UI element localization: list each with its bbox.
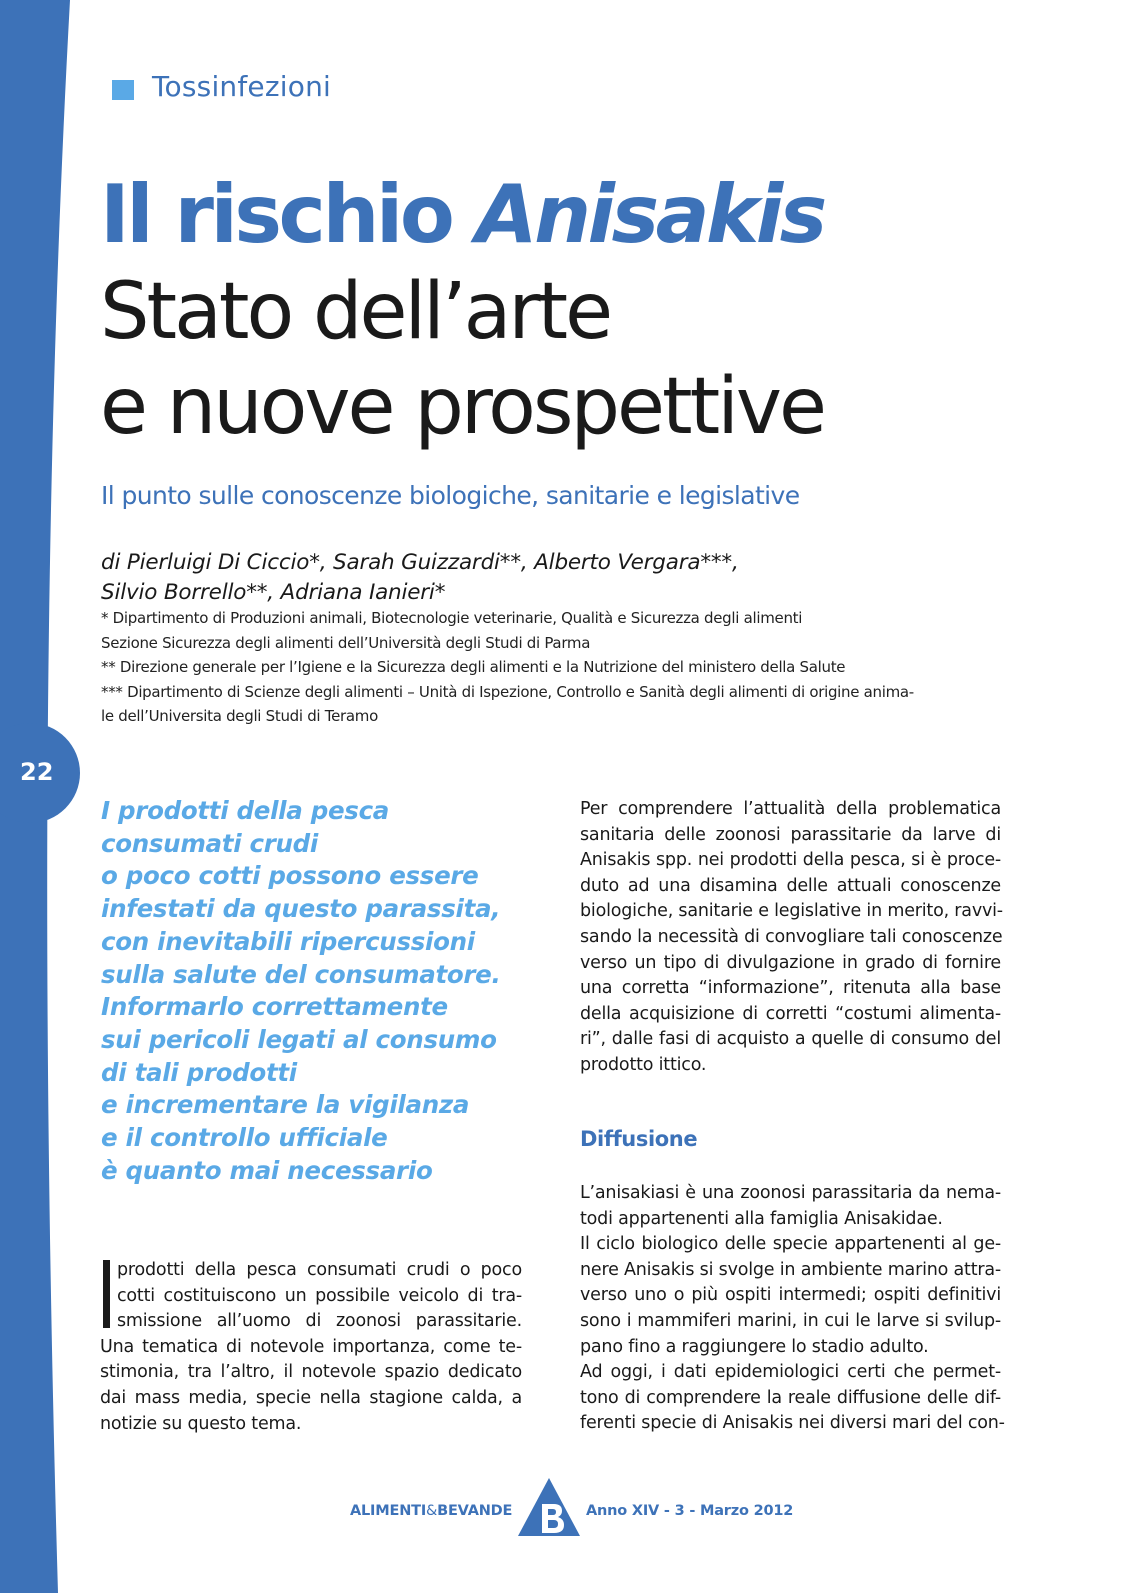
section-heading-diffusione: Diffusione xyxy=(580,1127,698,1151)
section-label: Tossinfezioni xyxy=(152,70,331,103)
title-line-3: e nuove prospettive xyxy=(100,362,825,452)
pull-quote-line: sui pericoli legati al consumo xyxy=(101,1024,497,1054)
text-line: nere Anisakis si svolge in ambiente marino attra- xyxy=(580,1259,1001,1280)
magazine-logo-icon xyxy=(518,1478,580,1536)
affiliation-line: * Dipartimento di Produzioni animali, Biotecnologie veterinarie, Qualità e Sicurezza degli alimenti xyxy=(101,609,803,627)
text-line: verso un tipo di divulgazione in grado di fornire xyxy=(580,952,1001,973)
pull-quote-line: Informarlo correttamente xyxy=(101,992,448,1022)
text-line: cotti costituiscono un possibile veicolo di tra- xyxy=(117,1285,522,1306)
brand-alimenti: ALIMENTI xyxy=(350,1503,427,1519)
affiliation-line: Sezione Sicurezza degli alimenti dell’Università degli Studi di Parma xyxy=(101,634,591,652)
pull-quote-line: e incrementare la vigilanza xyxy=(101,1090,470,1120)
affiliation-line: *** Dipartimento di Scienze degli alimenti – Unità di Ispezione, Controllo e Sanità degli alimenti di origine anima- xyxy=(101,683,914,701)
text-line: sono i mammiferi marini, in cui le larve si svilup- xyxy=(580,1310,1001,1331)
affiliation-line: ** Direzione generale per l’Igiene e la Sicurezza degli alimenti e la Nutrizione del ministero della Salute xyxy=(101,658,846,676)
pull-quote-line: di tali prodotti xyxy=(101,1057,297,1087)
text-line: ri”, dalle fasi di acquisto a quelle di consumo del xyxy=(580,1029,1001,1050)
pull-quote-line: infestati da questo parassita, xyxy=(101,894,501,924)
pull-quote-line: è quanto mai necessario xyxy=(101,1155,433,1185)
diffusione-paragraph xyxy=(580,1181,1005,1437)
text-line: prodotti della pesca consumati crudi o poco xyxy=(117,1260,522,1280)
pull-quote xyxy=(101,795,531,1187)
text-line: ferenti specie di Anisakis nei diversi mari del con- xyxy=(580,1413,1005,1434)
text-line: dai mass media, specie nella stagione calda, a xyxy=(100,1387,522,1408)
text-line: Il ciclo biologico delle specie appartenenti al ge- xyxy=(580,1234,1001,1255)
subtitle: Il punto sulle conoscenze biologiche, sanitarie e legislative xyxy=(101,481,800,510)
text-line: biologiche, sanitarie e legislative in merito, ravvi- xyxy=(580,901,1003,922)
text-line: Anisakis spp. nei prodotti della pesca, si è proce- xyxy=(580,850,1001,871)
pull-quote-line: sulla salute del consumatore. xyxy=(101,959,501,989)
footer-magazine-name xyxy=(350,1503,512,1519)
text-line: sanitaria delle zoonosi parassitarie da larve di xyxy=(580,824,1001,845)
pull-quote-line: I prodotti della pesca xyxy=(101,796,390,825)
authors-line-1: di Pierluigi Di Ciccio*, Sarah Guizzardi**, Alberto Vergara***, xyxy=(101,550,739,575)
pull-quote-line: o poco cotti possono essere xyxy=(101,861,479,891)
title-part-b: Anisakis xyxy=(475,168,824,261)
pull-quote-line: e il controllo ufficiale xyxy=(101,1123,388,1153)
title-line-2: Stato dell’arte xyxy=(100,267,611,357)
section-marker-square xyxy=(112,80,134,100)
text-line: verso uno o più ospiti intermedi; ospiti definitivi xyxy=(580,1285,1001,1306)
text-line: Ad oggi, i dati epidemiologici certi che permet- xyxy=(580,1362,1001,1383)
intro-paragraph xyxy=(580,797,1001,1079)
text-line: todi appartenenti alla famiglia Anisakidae. xyxy=(580,1208,943,1229)
text-line: L’anisakiasi è una zoonosi parassitaria da nema- xyxy=(580,1183,1001,1203)
authors-line-2: Silvio Borrello**, Adriana Ianieri* xyxy=(101,580,446,605)
brand-bevande: BEVANDE xyxy=(437,1503,513,1519)
text-line: duto ad una disamina delle attuali conoscenze xyxy=(580,875,1001,896)
page-number: 22 xyxy=(20,758,54,786)
title-line-1 xyxy=(100,170,824,260)
text-line: Una tematica di notevole importanza, come te- xyxy=(100,1336,522,1357)
pull-quote-line: con inevitabili ripercussioni xyxy=(101,926,475,956)
text-line: tono di comprendere la reale diffusione delle dif- xyxy=(580,1387,1001,1408)
brand-ampersand: & xyxy=(426,1503,438,1519)
title-part-a: Il rischio xyxy=(100,168,452,261)
text-line: Per comprendere l’attualità della problematica xyxy=(580,799,1001,819)
affiliation-line: le dell’Universita degli Studi di Teramo xyxy=(101,707,378,725)
text-line: pano fino a raggiungere lo stadio adulto. xyxy=(580,1336,929,1357)
text-line: notizie su questo tema. xyxy=(100,1413,302,1434)
body-paragraph-left xyxy=(100,1258,522,1437)
text-line: sando la necessità di convogliare tali conoscenze xyxy=(580,926,1003,947)
footer-issue-info: Anno XIV - 3 - Marzo 2012 xyxy=(586,1503,794,1519)
pull-quote-line: consumati crudi xyxy=(101,828,319,858)
text-line: stimonia, tra l’altro, il notevole spazio dedicato xyxy=(100,1362,522,1383)
text-line: della acquisizione di corretti “costumi alimenta- xyxy=(580,1003,1001,1024)
text-line: una corretta “informazione”, ritenuta alla base xyxy=(580,978,1001,999)
text-line: smissione all’uomo di zoonosi parassitarie. xyxy=(117,1311,522,1332)
text-line: prodotto ittico. xyxy=(580,1054,707,1075)
